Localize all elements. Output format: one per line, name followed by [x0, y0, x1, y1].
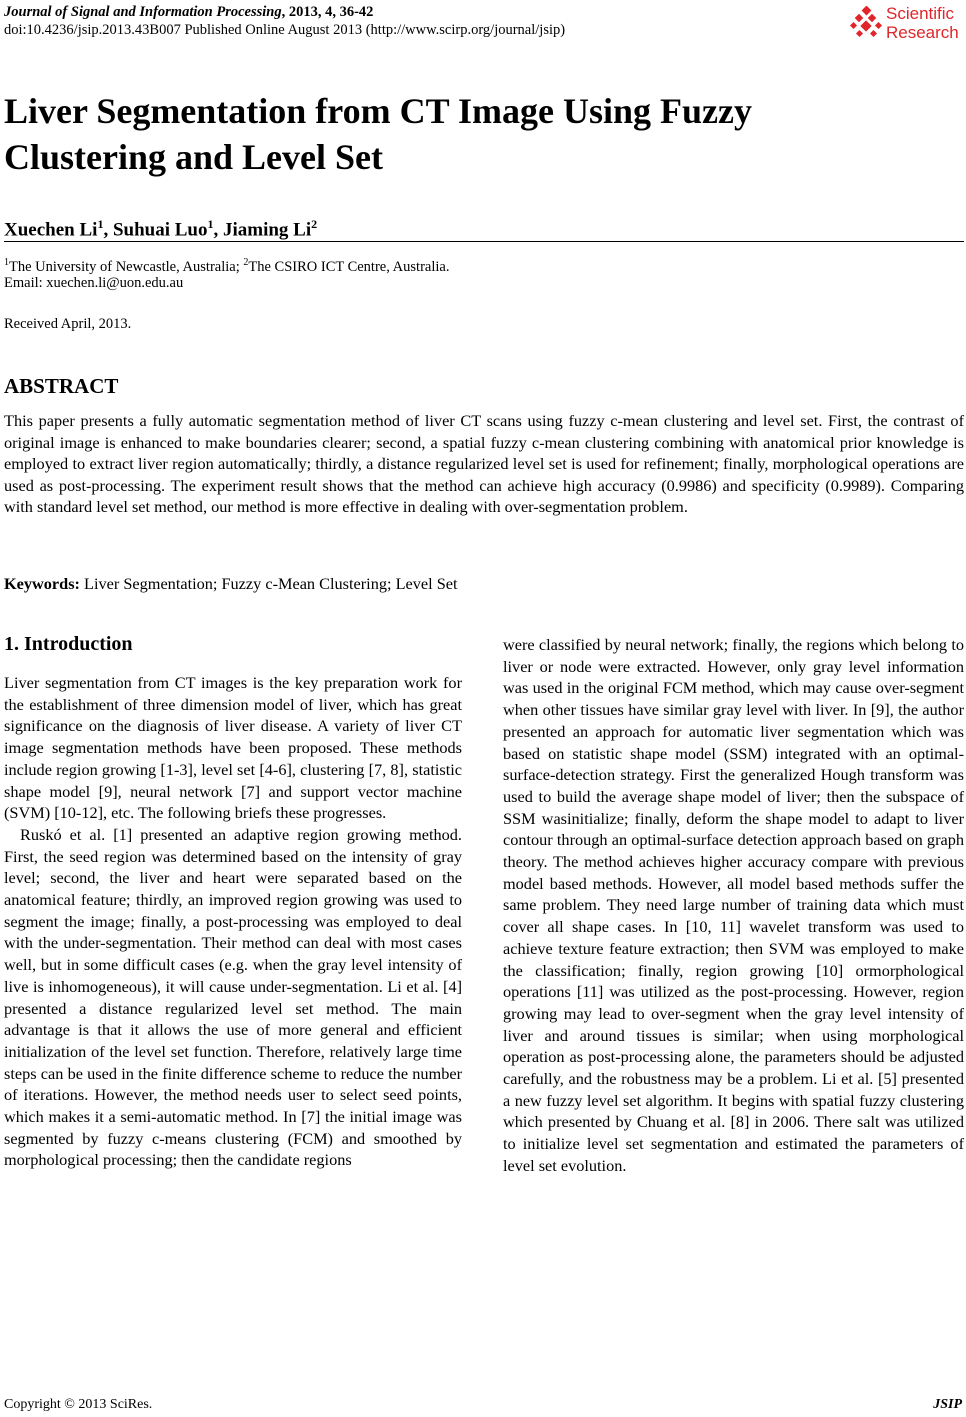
- affiliations: [4, 254, 449, 276]
- author-separator: ,: [103, 219, 113, 241]
- abstract-heading: ABSTRACT: [4, 374, 119, 398]
- publisher-logo: [850, 2, 966, 42]
- received-date: Received April, 2013.: [4, 316, 132, 332]
- author-name: Xuechen Li: [4, 219, 98, 241]
- affil-text: The University of Newcastle, Australia;: [9, 258, 244, 275]
- body-paragraph: Liver segmentation from CT images is the key preparation work for the establishment of three dimension model of liver, which has great significance on the diagnosis of liver disease. A variety of liver CT image segmentation methods have been proposed. These methods include region growing [1-3], level set [4-6], clustering [7, 8], statistic shape model [9], neural network [7] and support vector machine (SVM) [10-12], etc. The following briefs these progresses.: [4, 673, 462, 823]
- body-paragraph: Ruskó et al. [1] presented an adaptive region growing method. First, the seed region was determined based on the intensity of gray level; second, the liver and heart were separated based on the anatomical feature; thirdly, an improved region growing was used to segment the image; finally, a post-processing was employed to deal with the under-segmentation. Their method can deal with most cases well, but in some difficult cases (e.g. when the gray level intensity of live is inhomogeneous), it will cause under-segmentation. Li et al. [4] presented a distance regularized level set method. The main advantage is that it allows the use of more general and efficient initialization of the level set function. Therefore, relatively large time steps can be used in the finite difference scheme to reduce the number of iterations. However, the method needs user to select seed points, which makes it a semi-automatic method. In [7] the initial image was segmented by fuzzy c-means clustering (FCM) and smoothed by morphological processing; then the candidate regions: [4, 824, 462, 1170]
- title-line-1: Liver Segmentation from CT Image Using Fuzzy: [4, 91, 752, 131]
- author-list: [4, 212, 317, 242]
- header-divider: [4, 241, 964, 242]
- affil-mark: 2: [243, 257, 249, 268]
- footer-copyright: Copyright © 2013 SciRes.: [4, 1397, 153, 1412]
- title-line-2: Clustering and Level Set: [4, 137, 384, 177]
- body-column-right: [503, 634, 964, 1177]
- publisher-logo-icon: [850, 6, 884, 40]
- logo-text-line2: Research: [886, 23, 959, 42]
- footer-journal-abbrev: JSIP: [933, 1397, 962, 1412]
- contact-email: Email: xuechen.li@uon.edu.au: [4, 275, 184, 291]
- paper-title: [4, 88, 904, 180]
- author-affil-mark: 1: [207, 217, 214, 231]
- affil-text: The CSIRO ICT Centre, Australia.: [248, 258, 450, 275]
- author-affil-mark: 1: [97, 217, 104, 231]
- journal-name: Journal of Signal and Information Processing: [4, 4, 282, 20]
- author-name: Suhuai Luo: [112, 219, 208, 241]
- journal-volume: , 2013, 4, 36-42: [281, 4, 374, 20]
- keywords-text: Liver Segmentation; Fuzzy c-Mean Clustering; Level Set: [79, 574, 458, 593]
- section-heading-introduction: 1. Introduction: [4, 633, 133, 655]
- journal-citation: [4, 4, 373, 21]
- keywords: [4, 573, 458, 594]
- body-column-left: [4, 672, 462, 1171]
- keywords-label: Keywords:: [4, 574, 80, 593]
- abstract-body: This paper presents a fully automatic segmentation method of liver CT scans using fuzzy c-mean clustering and level set. First, the contrast of original image is enhanced to make boundaries clearer; second, a spatial fuzzy c-mean clustering combining with anatomical prior knowledge is employed to extract liver region automatically; thirdly, a distance regularized level set is used for refinement; finally, morphological operations are used as post-processing. The experiment result shows that the method can achieve high accuracy (0.9986) and specificity (0.9989). Comparing with standard level set method, our method is more effective in dealing with over-segmentation problem.: [4, 411, 964, 516]
- author-name: Jiaming Li: [222, 219, 312, 241]
- logo-text-line1: Scientific: [886, 4, 955, 23]
- affil-mark: 1: [4, 257, 9, 268]
- doi-line: doi:10.4236/jsip.2013.43B007 Published Online August 2013 (http://www.scirp.org/journal/jsip): [4, 22, 566, 38]
- author-affil-mark: 2: [311, 217, 318, 231]
- body-paragraph: were classified by neural network; finally, the regions which belong to liver or node were extracted. However, only gray level information was used in the original FCM method, which may cause over-segment when other tissues have similar gray level with liver. In [9], the author presented an approach for automatic liver segmentation which was based on statistic shape model (SSM) integrated with an optimal-surface-detection strategy. First the generalized Hough transform was used to build the average shape model of liver; then the subspace of SSM wasinitialize; finally, deform the shape model to adapt to liver contour through an optimal-surface detection approach based on graph theory. The method achieves higher accuracy compare with previous model based methods. However, all model based methods suffer the same problem. They need large number of training data which must cover all shape cases. In [10, 11] wavelet transform was used to achieve texture feature extraction; then SVM was employed to make the classification; finally, region growing [10] ormorphological operations [11] was utilized as the post-processing. However, region growing may lead to over-segment when the gray level intensity of liver and around tissues is similar; when using morphological operation as post-processing alone, the parameters should be adjusted carefully, and the robustness may be a problem. Li et al. [5] presented a new fuzzy level set algorithm. It begins with spatial fuzzy clustering which presented by Chuang et al. [8] in 2006. There salt was utilized to initialize level set segmentation and estimated the parameters of level set evolution.: [503, 635, 964, 1175]
- publisher-logo-text: [886, 4, 959, 42]
- author-separator: ,: [213, 219, 223, 241]
